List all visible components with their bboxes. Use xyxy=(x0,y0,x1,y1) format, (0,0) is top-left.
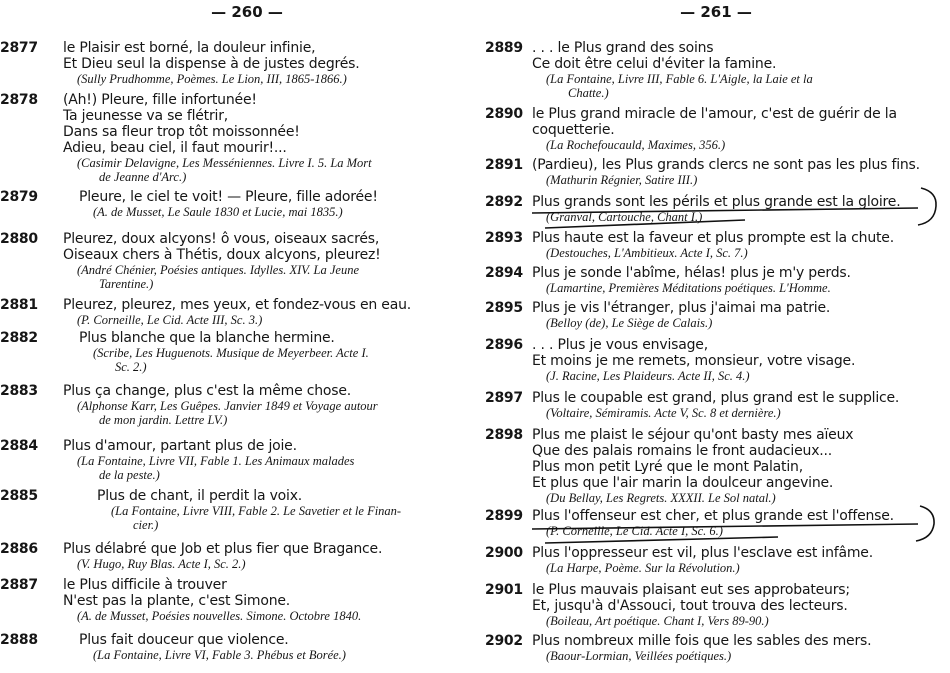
quote-line: le Plus difficile à trouver xyxy=(63,577,227,593)
source-citation: (André Chénier, Poésies antiques. Idylles. XIV. La Jeune xyxy=(77,263,360,277)
entry-number: 2879 xyxy=(0,189,38,205)
quote-line: Et plus que l'air marin la doulceur angevine. xyxy=(532,475,834,491)
quote-line: Et moins je me remets, monsieur, votre visage. xyxy=(532,353,856,369)
entry-number: 2882 xyxy=(0,330,38,346)
source-citation: (La Harpe, Poème. Sur la Révolution.) xyxy=(546,561,740,575)
quote-line: Ta jeunesse va se flétrir, xyxy=(63,108,229,124)
quote-line: Plus l'oppresseur est vil, plus l'esclave est infâme. xyxy=(532,545,873,561)
quote-line: le Plus grand miracle de l'amour, c'est de guérir de la xyxy=(532,106,897,122)
source-citation: (J. Racine, Les Plaideurs. Acte II, Sc. 4.) xyxy=(546,369,750,383)
source-citation: (La Rochefoucauld, Maximes, 356.) xyxy=(546,138,726,152)
source-citation: (Alphonse Karr, Les Guêpes. Janvier 1849 et Voyage autour xyxy=(77,399,378,413)
source-citation: (Granval, Cartouche, Chant I.) xyxy=(546,210,703,224)
entry-number: 2900 xyxy=(485,545,523,561)
quote-line: Plus haute est la faveur et plus prompte est la chute. xyxy=(532,230,894,246)
source-citation: (Baour-Lormian, Veillées poétiques.) xyxy=(546,649,732,663)
quote-line: Plus le coupable est grand, plus grand est le supplice. xyxy=(532,390,900,406)
entry-number: 2881 xyxy=(0,297,38,313)
quote-line: Oiseaux chers à Thétis, doux alcyons, pleurez! xyxy=(63,247,381,263)
quote-line: Pleurez, pleurez, mes yeux, et fondez-vous en eau. xyxy=(63,297,412,313)
quote-line: Plus ça change, plus c'est la même chose. xyxy=(63,383,352,399)
quote-line: coquetterie. xyxy=(532,122,615,138)
source-citation: de mon jardin. Lettre LV.) xyxy=(99,413,228,427)
source-citation: (La Fontaine, Livre VII, Fable 1. Les Animaux malades xyxy=(77,454,355,468)
quote-line: Pleurez, doux alcyons! ô vous, oiseaux sacrés, xyxy=(63,231,380,247)
quote-line: Plus blanche que la blanche hermine. xyxy=(79,330,335,346)
quote-line: . . . Plus je vous envisage, xyxy=(532,337,708,353)
quote-line: Que des palais romains le front audacieux... xyxy=(532,443,833,459)
entry-number: 2889 xyxy=(485,40,523,56)
bracket-2892 xyxy=(918,188,936,225)
quote-line: Plus je sonde l'abîme, hélas! plus je m'y perds. xyxy=(532,265,851,281)
source-citation: cier.) xyxy=(133,518,159,532)
quote-line: le Plus mauvais plaisant eut ses approbateurs; xyxy=(532,582,850,598)
quote-line: Plus nombreux mille fois que les sables des mers. xyxy=(532,633,872,649)
entry-number: 2902 xyxy=(485,633,523,649)
quote-line: Pleure, le ciel te voit! — Pleure, fille adorée! xyxy=(79,189,378,205)
quote-line: le Plaisir est borné, la douleur infinie, xyxy=(63,40,316,56)
entry-number: 2897 xyxy=(485,390,523,406)
source-citation: (A. de Musset, Le Saule 1830 et Lucie, mai 1835.) xyxy=(93,205,343,219)
entry-number: 2895 xyxy=(485,300,523,316)
source-citation: (Destouches, L'Ambitieux. Acte I, Sc. 7.) xyxy=(546,246,748,260)
page-number-left: — 260 — xyxy=(211,3,283,21)
quote-line: Plus de chant, il perdit la voix. xyxy=(97,488,303,504)
bracket-2899 xyxy=(916,506,934,541)
source-citation: (Lamartine, Premières Méditations poétiques. L'Homme. xyxy=(546,281,831,295)
source-citation: de la peste.) xyxy=(99,468,160,482)
entry-number: 2894 xyxy=(485,265,523,281)
page-number-right: — 261 — xyxy=(680,3,752,21)
entry-number: 2877 xyxy=(0,40,38,56)
quote-line: Plus je vis l'étranger, plus j'aimai ma patrie. xyxy=(532,300,831,316)
source-citation: (Du Bellay, Les Regrets. XXXII. Le Sol natal.) xyxy=(546,491,776,505)
source-citation: (Mathurin Régnier, Satire III.) xyxy=(546,173,698,187)
entry-number: 2899 xyxy=(485,508,523,524)
entry-number: 2891 xyxy=(485,157,523,173)
entry-number: 2878 xyxy=(0,92,38,108)
entry-number: 2892 xyxy=(485,194,523,210)
source-citation: (Sully Prudhomme, Poèmes. Le Lion, III, 1865-1866.) xyxy=(77,72,347,86)
quote-line: Plus d'amour, partant plus de joie. xyxy=(63,438,297,454)
source-citation: Sc. 2.) xyxy=(115,360,147,374)
source-citation: (Voltaire, Sémiramis. Acte V, Sc. 8 et dernière.) xyxy=(546,406,781,420)
entry-number: 2898 xyxy=(485,427,523,443)
quote-line: N'est pas la plante, c'est Simone. xyxy=(63,593,291,609)
entry-number: 2901 xyxy=(485,582,523,598)
entry-number: 2885 xyxy=(0,488,38,504)
quote-line: Plus grands sont les périls et plus grande est la gloire. xyxy=(532,194,901,210)
source-citation: (A. de Musset, Poésies nouvelles. Simone. Octobre 1840. xyxy=(77,609,362,623)
entry-number: 2887 xyxy=(0,577,38,593)
entry-number: 2886 xyxy=(0,541,38,557)
quote-line: Adieu, beau ciel, il faut mourir!... xyxy=(63,140,287,156)
quote-line: . . . le Plus grand des soins xyxy=(532,40,714,56)
quote-line: Plus fait douceur que violence. xyxy=(79,632,289,648)
quote-line: (Pardieu), les Plus grands clercs ne sont pas les plus fins. xyxy=(532,157,920,173)
entry-number: 2884 xyxy=(0,438,38,454)
source-citation: (Boileau, Art poétique. Chant I, Vers 89-90.) xyxy=(546,614,769,628)
quote-line: Et Dieu seul la dispense à de justes degrés. xyxy=(63,56,360,72)
entry-number: 2890 xyxy=(485,106,523,122)
quote-line: Plus mon petit Lyré que le mont Palatin, xyxy=(532,459,803,475)
entry-number: 2888 xyxy=(0,632,38,648)
source-citation: de Jeanne d'Arc.) xyxy=(99,170,187,184)
source-citation: (P. Corneille, Le Cid. Acte I, Sc. 6.) xyxy=(546,524,723,538)
quote-line: Ce doit être celui d'éviter la famine. xyxy=(532,56,777,72)
source-citation: (Belloy (de), Le Siège de Calais.) xyxy=(546,316,713,330)
quote-line: (Ah!) Pleure, fille infortunée! xyxy=(63,92,257,108)
source-citation: (Scribe, Les Huguenots. Musique de Meyerbeer. Acte I. xyxy=(93,346,369,360)
source-citation: (V. Hugo, Ruy Blas. Acte I, Sc. 2.) xyxy=(77,557,246,571)
source-citation: Chatte.) xyxy=(568,86,609,100)
entry-number: 2883 xyxy=(0,383,38,399)
source-citation: (La Fontaine, Livre VI, Fable 3. Phébus et Borée.) xyxy=(93,648,346,662)
quote-line: Plus délabré que Job et plus fier que Bragance. xyxy=(63,541,383,557)
source-citation: (La Fontaine, Livre III, Fable 6. L'Aigle, la Laie et la xyxy=(546,72,813,86)
quote-line: Plus me plaist le séjour qu'ont basty mes aïeux xyxy=(532,427,854,443)
quote-line: Et, jusqu'à d'Assouci, tout trouva des lecteurs. xyxy=(532,598,848,614)
entry-number: 2896 xyxy=(485,337,523,353)
entry-number: 2893 xyxy=(485,230,523,246)
source-citation: Tarentine.) xyxy=(99,277,154,291)
source-citation: (P. Corneille, Le Cid. Acte III, Sc. 3.) xyxy=(77,313,263,327)
source-citation: (Casimir Delavigne, Les Messéniennes. Livre I. 5. La Mort xyxy=(77,156,372,170)
quote-line: Dans sa fleur trop tôt moissonnée! xyxy=(63,124,300,140)
quote-line: Plus l'offenseur est cher, et plus grande est l'offense. xyxy=(532,508,894,524)
source-citation: (La Fontaine, Livre VIII, Fable 2. Le Savetier et le Finan- xyxy=(111,504,402,518)
entry-number: 2880 xyxy=(0,231,38,247)
